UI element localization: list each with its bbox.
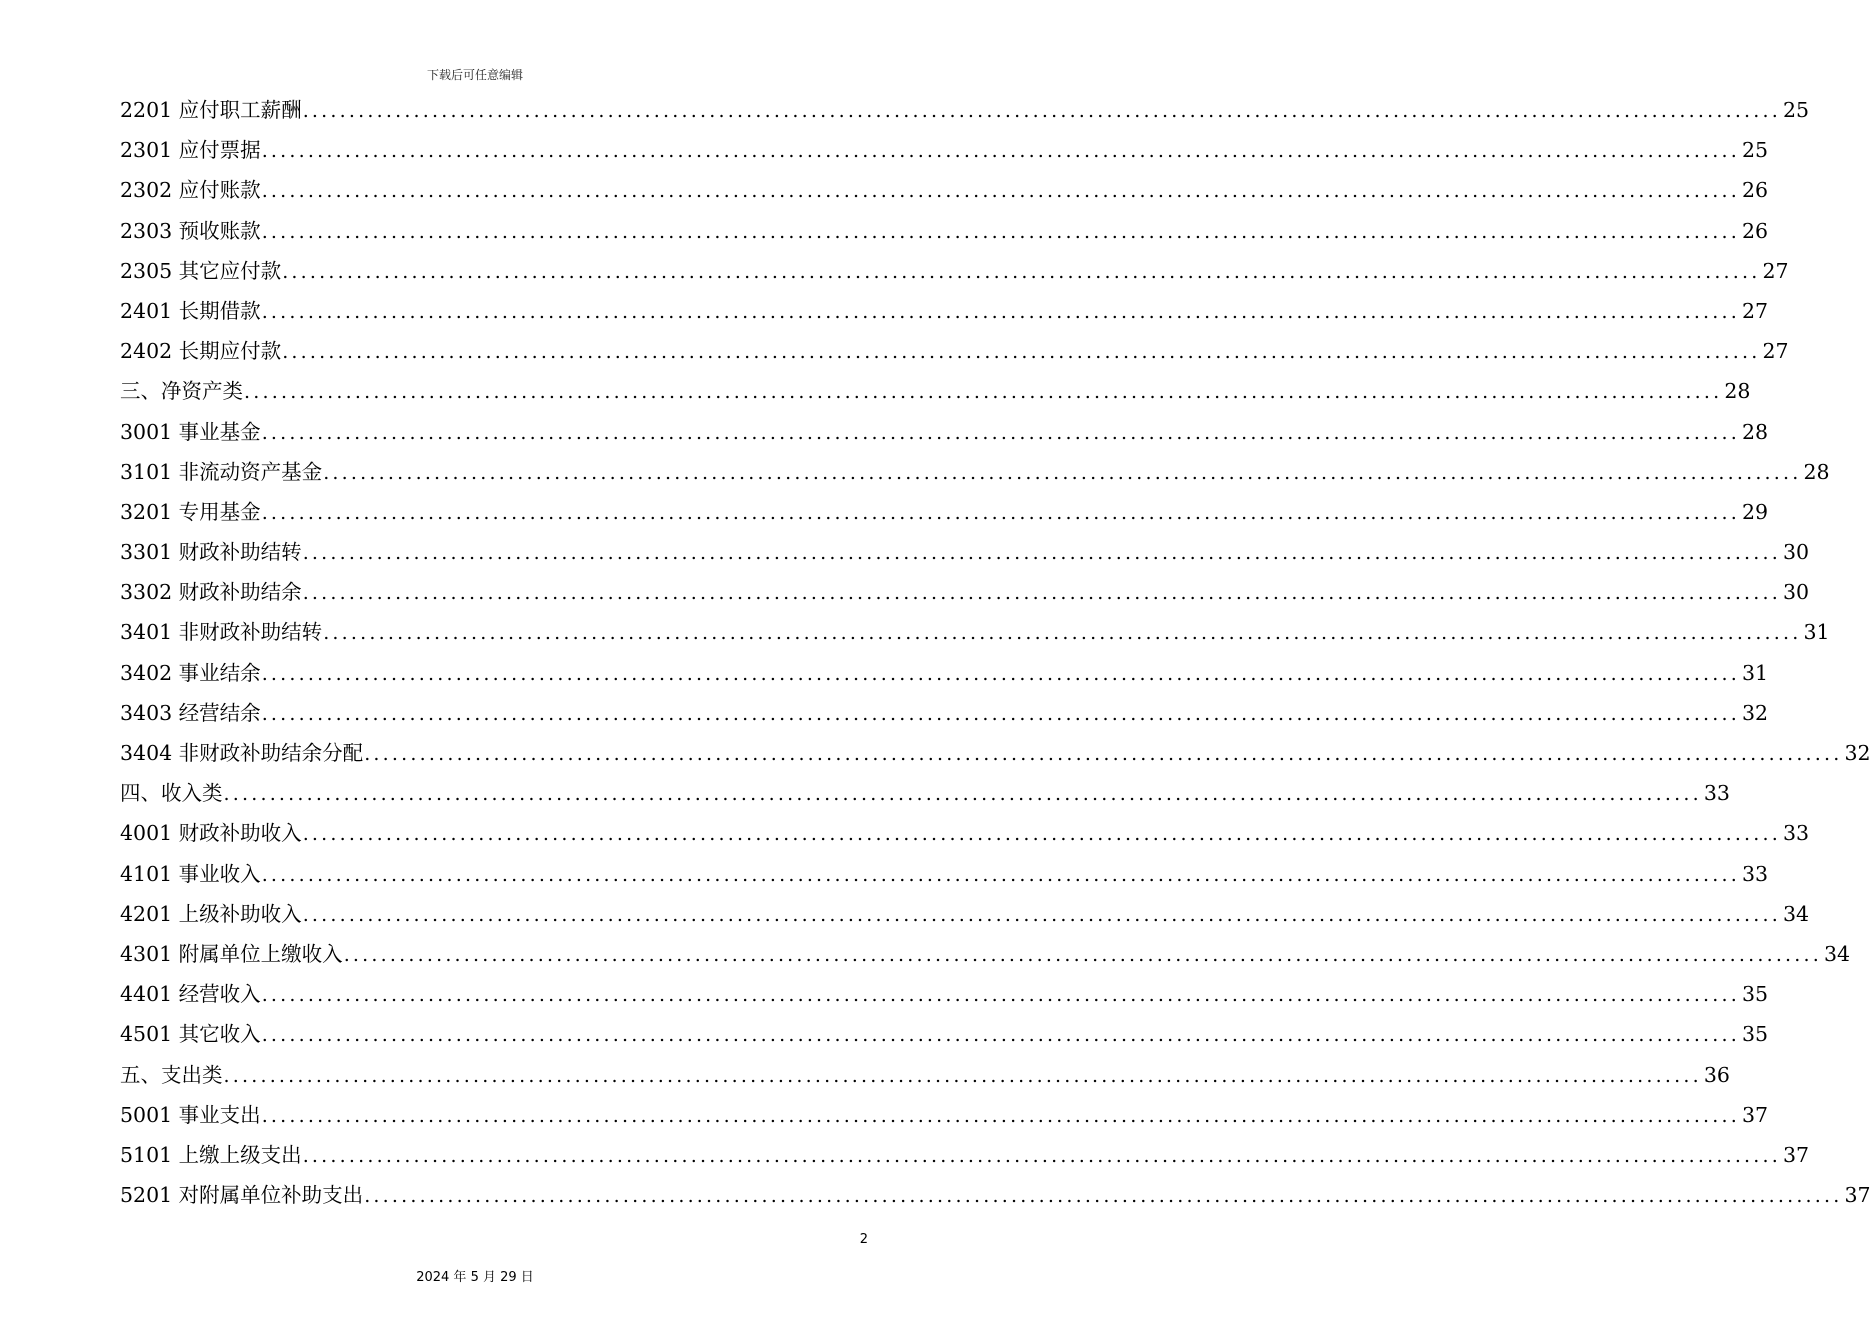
toc-leader-dots: ................................................................................................................................................................ (364, 743, 1843, 765)
toc-leader-dots: ................................................................................................................................................................ (302, 903, 1782, 926)
toc-entry-label: 2402 长期应付款 (120, 339, 282, 364)
toc-entry-page: 26 (1742, 178, 1769, 203)
toc-leader-dots: ................................................................................................................................................................ (302, 823, 1782, 846)
toc-entry-label: 3301 财政补助结转 (120, 540, 302, 565)
toc-entry-label: 2201 应付职工薪酬 (120, 98, 302, 122)
toc-entry-label: 2401 长期借款 (120, 298, 261, 323)
toc-entry-page: 27 (1742, 298, 1769, 323)
toc-entry-label: 五、支出类 (120, 1062, 223, 1087)
toc-entry (120, 211, 1769, 251)
toc-entry-page: 33 (1703, 781, 1730, 806)
toc-entry (120, 813, 1810, 853)
toc-entry-page: 28 (1742, 419, 1769, 444)
toc-leader-dots: ................................................................................................................................................................ (282, 260, 1761, 283)
toc-entry-page: 32 (1844, 741, 1871, 765)
toc-entry-label: 四、收入类 (120, 781, 223, 806)
toc-leader-dots: ................................................................................................................................................................ (343, 943, 1823, 966)
toc-entry (120, 733, 1871, 773)
toc-entry-label: 3403 经营结余 (120, 700, 261, 725)
toc-entry-page: 25 (1783, 98, 1810, 122)
toc-entry (120, 1175, 1871, 1215)
toc-entry-page: 33 (1742, 861, 1769, 886)
toc-entry (120, 371, 1751, 411)
toc-entry-label: 三、净资产类 (120, 379, 243, 404)
toc-leader-dots: ................................................................................................................................................................ (302, 1144, 1782, 1167)
toc-leader-dots: ................................................................................................................................................................ (261, 140, 1741, 163)
toc-entry-page: 33 (1783, 821, 1810, 846)
toc-leader-dots: ................................................................................................................................................................ (302, 542, 1782, 565)
toc-entry-label: 2301 应付票据 (120, 138, 261, 163)
toc-leader-dots: ................................................................................................................................................................ (302, 100, 1782, 122)
toc-entry-label: 2305 其它应付款 (120, 258, 282, 283)
toc-entry (120, 492, 1769, 532)
toc-entry-page: 29 (1742, 499, 1769, 524)
toc-entry (120, 291, 1769, 331)
toc-entry (120, 170, 1769, 210)
toc-entry-label: 4001 财政补助收入 (120, 821, 302, 846)
toc-entry (120, 934, 1851, 974)
toc-leader-dots: ................................................................................................................................................................ (302, 582, 1782, 605)
toc-leader-dots: ................................................................................................................................................................ (364, 1185, 1843, 1208)
toc-entry-label: 3302 财政补助结余 (120, 580, 302, 605)
toc-entry-page: 30 (1783, 540, 1810, 565)
toc-entry-label: 4101 事业收入 (120, 861, 261, 886)
toc-leader-dots: ................................................................................................................................................................ (261, 220, 1741, 243)
toc-entry (120, 130, 1769, 170)
toc-entry-page: 31 (1742, 660, 1769, 685)
toc-entry-page: 27 (1762, 258, 1789, 283)
toc-entry (120, 412, 1769, 452)
toc-entry (120, 773, 1730, 813)
toc-entry-label: 5201 对附属单位补助支出 (120, 1183, 364, 1208)
toc-leader-dots: ................................................................................................................................................................ (261, 702, 1741, 725)
toc-entry (120, 1135, 1810, 1175)
toc-entry (120, 331, 1789, 371)
toc-leader-dots: ................................................................................................................................................................ (261, 180, 1741, 203)
toc-entry (120, 532, 1810, 572)
toc-entry-page: 37 (1742, 1102, 1769, 1127)
toc-leader-dots: ................................................................................................................................................................ (261, 300, 1741, 323)
page-number: 2 (859, 1232, 868, 1247)
toc-leader-dots: ................................................................................................................................................................ (261, 421, 1741, 444)
toc-entry-page: 34 (1824, 941, 1851, 966)
toc-leader-dots: ................................................................................................................................................................ (282, 341, 1761, 364)
toc-entry-label: 3402 事业结余 (120, 660, 261, 685)
toc-leader-dots: ................................................................................................................................................................ (261, 1024, 1741, 1047)
toc-entry (120, 894, 1810, 934)
toc-entry-label: 4401 经营收入 (120, 982, 261, 1007)
toc-entry-page: 32 (1742, 700, 1769, 725)
table-of-contents (120, 90, 1871, 1215)
toc-entry-label: 5101 上缴上级支出 (120, 1142, 302, 1167)
toc-leader-dots: ................................................................................................................................................................ (261, 501, 1741, 524)
toc-entry-label: 3401 非财政补助结转 (120, 620, 323, 645)
toc-entry-label: 3404 非财政补助结余分配 (120, 741, 364, 765)
toc-entry-page: 26 (1742, 218, 1769, 243)
toc-entry (120, 251, 1789, 291)
toc-entry (120, 693, 1769, 733)
toc-entry (120, 90, 1810, 130)
page-header: 下载后可任意编辑 (426, 68, 523, 82)
toc-leader-dots: ................................................................................................................................................................ (261, 1104, 1741, 1127)
toc-entry-label: 3001 事业基金 (120, 419, 261, 444)
toc-entry-label: 2302 应付账款 (120, 178, 261, 203)
toc-entry-label: 4301 附属单位上缴收入 (120, 941, 343, 966)
toc-entry-page: 28 (1724, 379, 1751, 404)
toc-entry-label: 3201 专用基金 (120, 499, 261, 524)
toc-entry-page: 31 (1803, 620, 1830, 645)
toc-entry (120, 1055, 1730, 1095)
toc-entry-page: 34 (1783, 901, 1810, 926)
toc-entry-page: 30 (1783, 580, 1810, 605)
toc-entry-page: 35 (1742, 1022, 1769, 1047)
toc-entry-page: 25 (1742, 138, 1769, 163)
toc-entry-page: 28 (1803, 459, 1830, 484)
toc-entry-page: 37 (1844, 1183, 1871, 1208)
toc-entry-label: 3101 非流动资产基金 (120, 459, 323, 484)
toc-entry (120, 452, 1830, 492)
toc-leader-dots: ................................................................................................................................................................ (323, 622, 1802, 645)
toc-entry (120, 572, 1810, 612)
toc-entry (120, 612, 1830, 652)
toc-entry (120, 1095, 1769, 1135)
toc-leader-dots: ................................................................................................................................................................ (244, 381, 1723, 404)
toc-entry-label: 4201 上级补助收入 (120, 901, 302, 926)
toc-leader-dots: ................................................................................................................................................................ (261, 984, 1741, 1007)
toc-entry-label: 2303 预收账款 (120, 218, 261, 243)
footer-date: 2024 年 5 月 29 日 (416, 1270, 534, 1285)
toc-leader-dots: ................................................................................................................................................................ (223, 1064, 1702, 1087)
toc-leader-dots: ................................................................................................................................................................ (223, 783, 1702, 806)
toc-entry-label: 4501 其它收入 (120, 1022, 261, 1047)
toc-entry (120, 1014, 1769, 1054)
toc-leader-dots: ................................................................................................................................................................ (261, 863, 1741, 886)
toc-entry-page: 27 (1762, 339, 1789, 364)
toc-entry-page: 35 (1742, 982, 1769, 1007)
toc-entry-label: 5001 事业支出 (120, 1102, 261, 1127)
toc-entry (120, 974, 1769, 1014)
toc-leader-dots: ................................................................................................................................................................ (323, 461, 1802, 484)
toc-leader-dots: ................................................................................................................................................................ (261, 662, 1741, 685)
toc-entry (120, 854, 1769, 894)
toc-entry-page: 36 (1703, 1062, 1730, 1087)
toc-entry-page: 37 (1783, 1142, 1810, 1167)
toc-entry (120, 653, 1769, 693)
